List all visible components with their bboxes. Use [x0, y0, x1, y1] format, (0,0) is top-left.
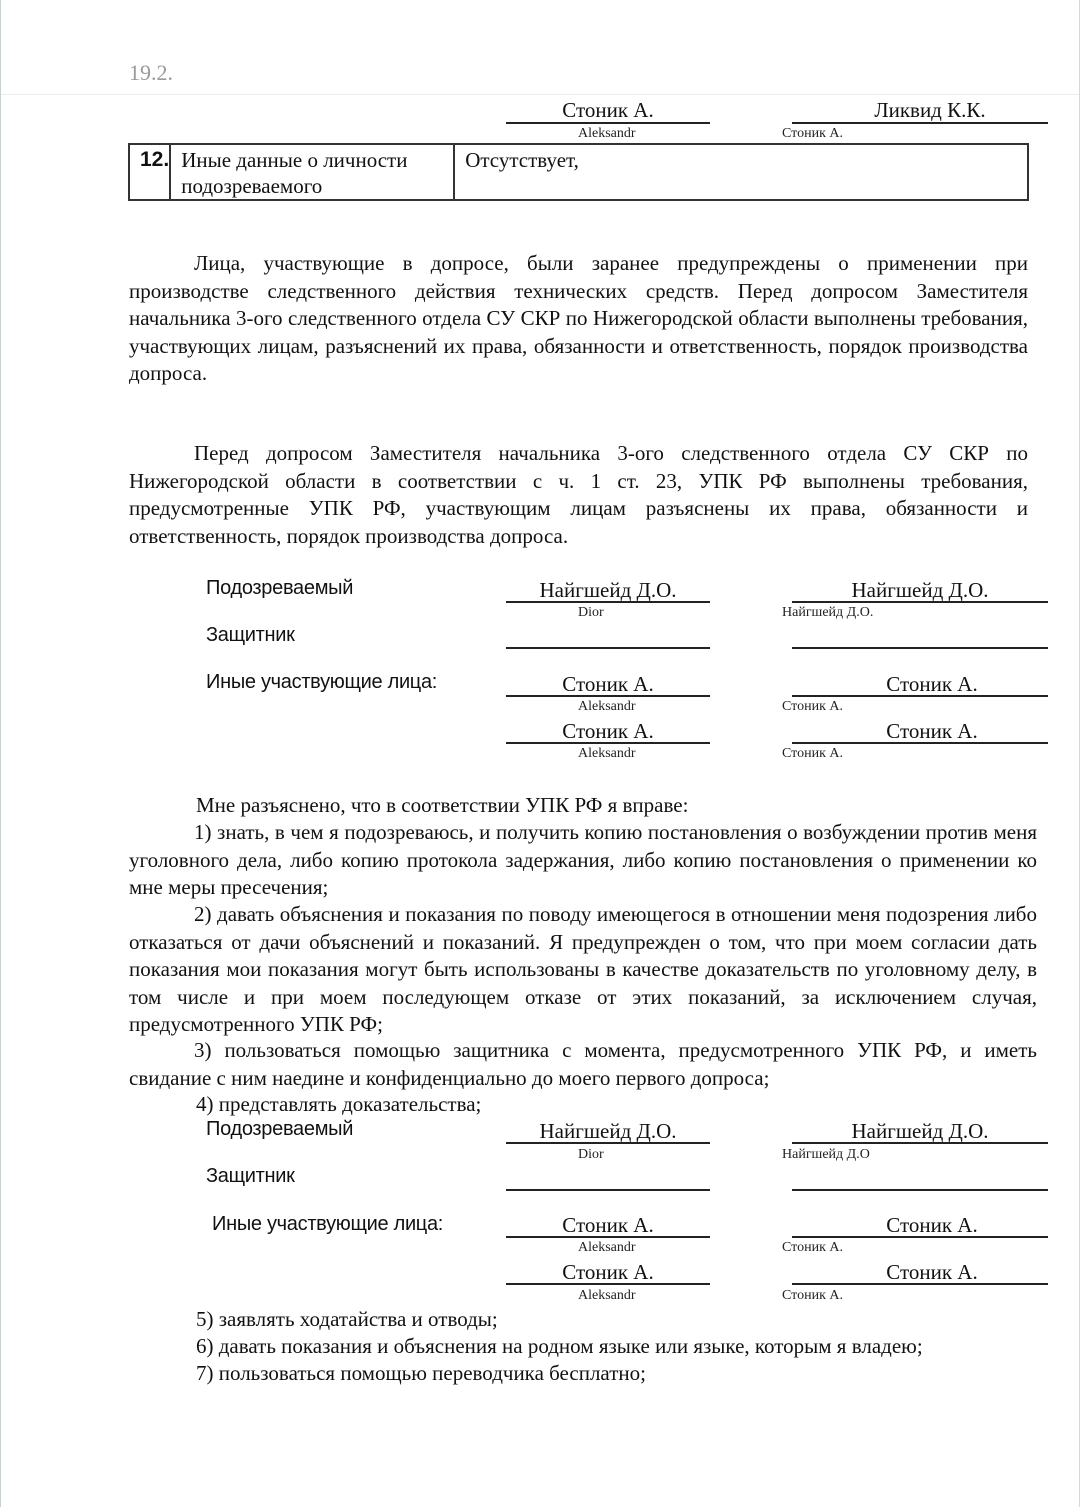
right-item-5: 5) заявлять ходатайства и отводы;: [196, 1307, 498, 1331]
signature-line: [506, 601, 710, 603]
signature-line-right: [792, 122, 1048, 124]
rights-intro: Мне разъяснено, что в соответствии УПК РФ я вправе:: [196, 793, 689, 817]
suspect-sub-right: Найгшейд Д.О.: [782, 605, 874, 620]
signature-line: [506, 695, 710, 697]
table-row: [129, 144, 1028, 200]
defender-signature-line-left: [506, 647, 710, 649]
page-border-left: [0, 0, 1, 1507]
signature-line: [506, 1283, 710, 1285]
suspect-signature-left: Найгшейд Д.О.: [539, 1119, 677, 1143]
other-signature-right: Стоник А.: [886, 1213, 978, 1237]
other-sub-right: Стоник А.: [782, 746, 843, 761]
defender-signature-line-right: [792, 1189, 1048, 1191]
paragraph-rights-explained: Перед допросом Заместителя начальника 3-ого следственного отдела СУ СКР по Нижегородской области в соответствии с ч. 1 ст. 23, УПК РФ выполнены требования, предусмотренные УПК РФ, участвующим лицам разъяснены их права, обязанности и ответственность, порядок производства допроса.: [129, 441, 1028, 548]
signature-sub-left: Aleksandr: [578, 126, 636, 141]
row-label: Иные данные о личности подозреваемого: [170, 144, 454, 200]
signature-line: [792, 742, 1048, 744]
signature-line: [792, 695, 1048, 697]
signature-line: [506, 1142, 710, 1144]
page-number: 19.2.: [129, 60, 173, 85]
signature-line: [792, 601, 1048, 603]
defender-signature-line-right: [792, 647, 1048, 649]
right-item-1: 1) знать, в чем я подозреваюсь, и получить копию постановления о возбуждении против меня уголовного дела, либо копию протокола задержания, либо копию постановления о применении ко мне меры пресечения;: [129, 820, 1037, 899]
other-signature-left: Стоник А.: [562, 1213, 654, 1237]
suspect-sub-left: Dior: [578, 1147, 604, 1162]
suspect-sub-left: Dior: [578, 605, 604, 620]
signature-line: [506, 1236, 710, 1238]
others-label: Иные участвующие лица:: [212, 1213, 444, 1235]
defender-label: Защитник: [206, 624, 295, 646]
signature-line: [506, 742, 710, 744]
signature-line: [792, 1142, 1048, 1144]
other-sub-right: Стоник А.: [782, 1288, 843, 1303]
other-signature-right: Стоник А.: [886, 672, 978, 696]
suspect-signature-left: Найгшейд Д.О.: [539, 578, 677, 602]
page-separator: [1, 94, 1079, 95]
right-item-2: 2) давать объяснения и показания по поводу имеющегося в отношении меня подозрения либо отказаться от дачи объяснений и показаний. Я предупрежден о том, что при моем согласии дать показания мои показания могут быть использованы в качестве доказательств по уголовному делу, в том числе и при моем последующем отказе от этих показаний, за исключением случая, предусмотренного УПК РФ;: [129, 902, 1037, 1036]
signature-sub-right: Стоник А.: [782, 126, 843, 141]
right-item-3: 3) пользоваться помощью защитника с момента, предусмотренного УПК РФ, и иметь свидание с ним наедине и конфиденциально до моего первого допроса;: [129, 1038, 1037, 1090]
suspect-label: Подозреваемый: [206, 577, 354, 599]
signature-name-left: Стоник А.: [562, 98, 654, 122]
row-number: 12.: [129, 144, 170, 200]
other-sub-left: Aleksandr: [578, 746, 636, 761]
right-item-4: 4) представлять доказательства;: [196, 1092, 482, 1116]
other-sub-right: Стоник А.: [782, 1240, 843, 1255]
suspect-signature-right: Найгшейд Д.О.: [851, 578, 989, 602]
signature-name-right: Ликвид К.К.: [874, 98, 986, 122]
other-sub-right: Стоник А.: [782, 699, 843, 714]
other-sub-left: Aleksandr: [578, 699, 636, 714]
defender-label: Защитник: [206, 1165, 295, 1187]
signature-line-left: [506, 122, 710, 124]
other-sub-left: Aleksandr: [578, 1288, 636, 1303]
suspect-label: Подозреваемый: [206, 1118, 354, 1140]
right-item-6: 6) давать показания и объяснения на родном языке или языке, которым я владею;: [196, 1334, 923, 1358]
others-label: Иные участвующие лица:: [206, 671, 438, 693]
signature-line: [792, 1283, 1048, 1285]
other-signature-left: Стоник А.: [562, 719, 654, 743]
suspect-sub-right: Найгшейд Д.О: [782, 1147, 870, 1162]
row-value: Отсутствует,: [454, 144, 1028, 200]
other-signature-right: Стоник А.: [886, 719, 978, 743]
other-signature-left: Стоник А.: [562, 672, 654, 696]
signature-line: [792, 1236, 1048, 1238]
defender-signature-line-left: [506, 1189, 710, 1191]
suspect-info-table: [128, 143, 1029, 201]
other-signature-left: Стоник А.: [562, 1260, 654, 1284]
paragraph-technical-means: Лица, участвующие в допросе, были заранее предупреждены о применении при производстве следственного действия технических средств. Перед допросом Заместителя начальника 3-ого следственного отдела СУ СКР по Нижегородской области выполнены требования, участвующих лицам, разъяснений их права, обязанности и ответственность, порядок производства допроса.: [129, 251, 1028, 385]
suspect-signature-right: Найгшейд Д.О.: [851, 1119, 989, 1143]
right-item-7: 7) пользоваться помощью переводчика бесплатно;: [196, 1361, 646, 1385]
other-sub-left: Aleksandr: [578, 1240, 636, 1255]
other-signature-right: Стоник А.: [886, 1260, 978, 1284]
